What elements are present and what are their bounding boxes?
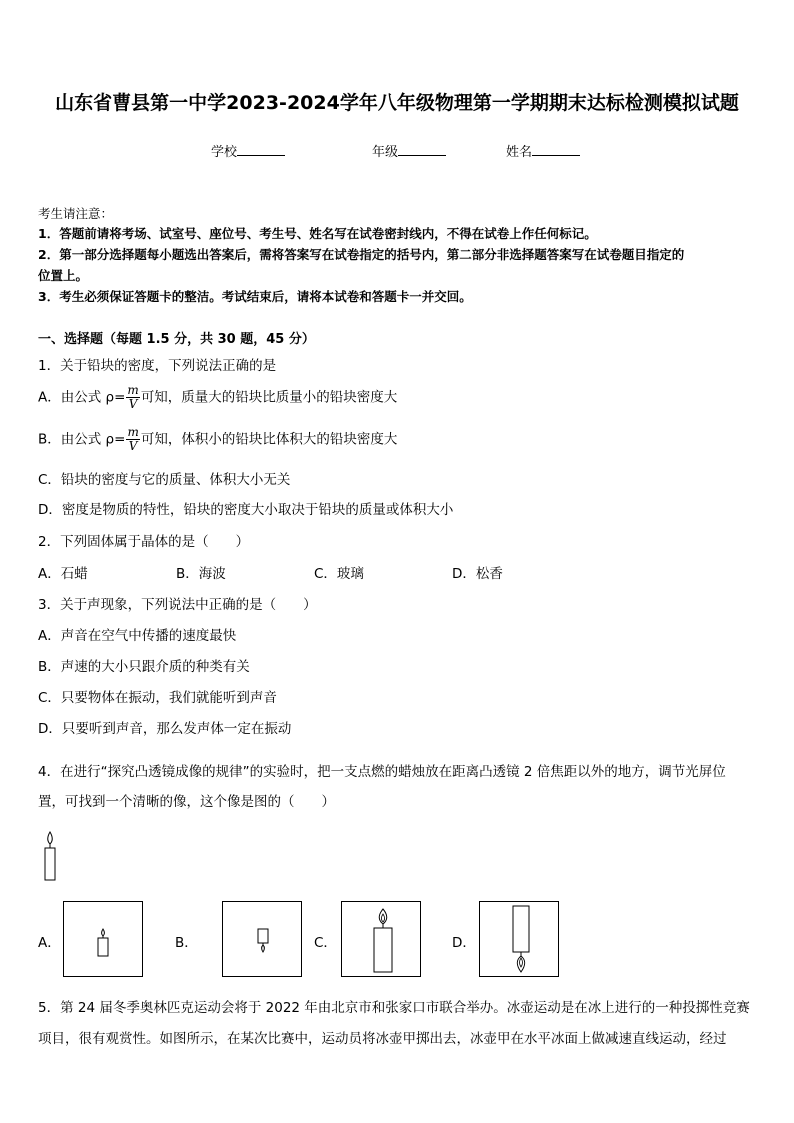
q5-line-2: 项目，很有观赏性。如图所示，在某次比赛中，运动员将冰壶甲掷出去，冰壶甲在水平冰面上做减速直线运动，经过 bbox=[38, 1031, 727, 1047]
density-formula bbox=[126, 426, 139, 453]
q1-option-c: C．铅块的密度与它的质量、体积大小无关 bbox=[38, 472, 291, 488]
small-upright-candle-icon bbox=[64, 902, 142, 976]
q3-option-a: A．声音在空气中传播的速度最快 bbox=[38, 628, 237, 644]
q2-option-b: B．海波 bbox=[176, 566, 226, 582]
q2-option-d: D．松香 bbox=[452, 566, 503, 582]
q1-b-suffix: 可知，体积小的铅块比体积大的铅块密度大 bbox=[140, 431, 398, 448]
q4-option-c-label: C． bbox=[314, 935, 337, 951]
q3-stem: 3．关于声现象，下列说法中正确的是（ ） bbox=[38, 597, 317, 613]
q3-option-d: D．只要听到声音，那么发声体一定在振动 bbox=[38, 721, 292, 737]
q1-a-suffix: 可知，质量大的铅块比质量小的铅块密度大 bbox=[140, 389, 398, 406]
school-label: 学校 bbox=[211, 145, 238, 160]
density-formula bbox=[126, 384, 139, 411]
q2-option-a: A．石蜡 bbox=[38, 566, 88, 582]
grade-field bbox=[372, 141, 446, 160]
q3-option-c: C．只要物体在振动，我们就能听到声音 bbox=[38, 690, 277, 706]
q4-option-a-box[interactable] bbox=[63, 901, 143, 977]
q4-option-d-label: D． bbox=[452, 935, 476, 951]
grade-label: 年级 bbox=[372, 145, 399, 160]
name-field bbox=[506, 141, 580, 160]
candle-object-icon bbox=[40, 830, 60, 884]
q2-option-c: C．玻璃 bbox=[314, 566, 364, 582]
q4-option-a-label: A． bbox=[38, 935, 61, 951]
formula-denominator: V bbox=[128, 397, 138, 411]
name-label: 姓名 bbox=[506, 145, 533, 160]
q1-option-b bbox=[38, 426, 397, 453]
notice-item: 1．答题前请将考场、试室号、座位号、考生号、姓名写在试卷密封线内，不得在试卷上作任何标记。 bbox=[38, 226, 597, 241]
q4-stem-line-1: 4．在进行“探究凸透镜成像的规律”的实验时，把一支点燃的蜡烛放在距离凸透镜 2 倍焦距以外的地方，调节光屏位 bbox=[38, 764, 726, 780]
q4-option-b-box[interactable] bbox=[222, 901, 302, 977]
large-inverted-candle-icon bbox=[480, 902, 558, 976]
q1-option-d: D．密度是物质的特性，铅块的密度大小取决于铅块的质量或体积大小 bbox=[38, 502, 454, 518]
q4-option-c-box[interactable] bbox=[341, 901, 421, 977]
q1-a-prefix: A．由公式 ρ= bbox=[38, 389, 126, 406]
q4-option-d-box[interactable] bbox=[479, 901, 559, 977]
page-title: 山东省曹县第一中学2023-2024学年八年级物理第一学期期末达标检测模拟试题 bbox=[55, 92, 739, 114]
section-heading: 一、选择题（每题 1.5 分，共 30 题，45 分） bbox=[38, 332, 315, 347]
grade-blank[interactable] bbox=[398, 143, 446, 156]
notice-item: 2．第一部分选择题每小题选出答案后，需将答案写在试卷指定的括号内，第二部分非选择题答案写在试卷题目指定的 bbox=[38, 247, 685, 262]
q2-stem: 2．下列固体属于晶体的是（ ） bbox=[38, 534, 250, 550]
q5-line-1: 5．第 24 届冬季奥林匹克运动会将于 2022 年由北京市和张家口市联合举办。冰壶运动是在冰上进行的一种投掷性竞赛 bbox=[38, 1000, 750, 1016]
q1-b-prefix: B．由公式 ρ= bbox=[38, 431, 126, 448]
formula-denominator: V bbox=[128, 439, 138, 453]
notice-item: 位置上。 bbox=[38, 268, 89, 283]
formula-numerator: m bbox=[127, 383, 139, 397]
notice-heading: 考生请注意： bbox=[38, 206, 114, 221]
school-blank[interactable] bbox=[237, 143, 285, 156]
large-upright-candle-icon bbox=[342, 902, 420, 976]
notice-item: 3．考生必须保证答题卡的整洁。考试结束后，请将本试卷和答题卡一并交回。 bbox=[38, 289, 472, 304]
q4-option-b-label: B． bbox=[175, 935, 198, 951]
q1-stem: 1．关于铅块的密度，下列说法正确的是 bbox=[38, 358, 277, 374]
q4-stem-line-2: 置，可找到一个清晰的像，这个像是图的（ ） bbox=[38, 794, 335, 810]
q3-option-b: B．声速的大小只跟介质的种类有关 bbox=[38, 659, 250, 675]
name-blank[interactable] bbox=[532, 143, 580, 156]
q1-option-a bbox=[38, 384, 397, 411]
small-inverted-candle-icon bbox=[223, 902, 301, 976]
formula-numerator: m bbox=[127, 425, 139, 439]
school-field bbox=[211, 141, 285, 160]
